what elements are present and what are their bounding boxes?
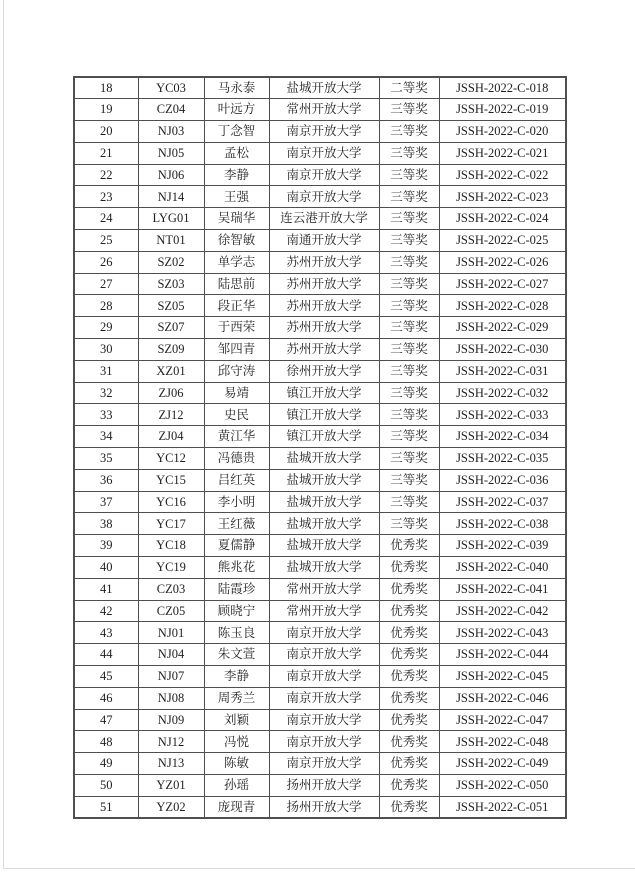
cell-school: 盐城开放大学 <box>269 535 379 557</box>
cell-award: 三等奖 <box>379 513 439 535</box>
page-left-edge <box>3 0 4 868</box>
cell-school: 苏州开放大学 <box>269 317 379 339</box>
cell-award: 优秀奖 <box>379 535 439 557</box>
cell-award: 三等奖 <box>379 99 439 121</box>
cell-code: ZJ12 <box>138 404 204 426</box>
cell-certificate: JSSH-2022-C-047 <box>439 709 566 731</box>
cell-award: 三等奖 <box>379 448 439 470</box>
table-row <box>74 230 566 252</box>
cell-school: 扬州开放大学 <box>269 796 379 818</box>
cell-index: 24 <box>74 208 138 230</box>
cell-code: YC15 <box>138 469 204 491</box>
cell-name: 朱文萱 <box>204 644 269 666</box>
cell-certificate: JSSH-2022-C-037 <box>439 491 566 513</box>
cell-index: 38 <box>74 513 138 535</box>
table-row <box>74 273 566 295</box>
cell-school: 南京开放大学 <box>269 164 379 186</box>
cell-certificate: JSSH-2022-C-049 <box>439 753 566 775</box>
cell-index: 40 <box>74 557 138 579</box>
cell-index: 22 <box>74 164 138 186</box>
cell-award: 三等奖 <box>379 295 439 317</box>
cell-index: 26 <box>74 251 138 273</box>
cell-index: 27 <box>74 273 138 295</box>
cell-school: 苏州开放大学 <box>269 339 379 361</box>
cell-code: CZ04 <box>138 99 204 121</box>
table-row <box>74 317 566 339</box>
cell-school: 南京开放大学 <box>269 622 379 644</box>
table-row <box>74 77 566 99</box>
cell-award: 优秀奖 <box>379 796 439 818</box>
cell-name: 王强 <box>204 186 269 208</box>
cell-code: NJ05 <box>138 142 204 164</box>
cell-code: YZ01 <box>138 775 204 797</box>
cell-code: NT01 <box>138 230 204 252</box>
cell-code: NJ04 <box>138 644 204 666</box>
cell-school: 盐城开放大学 <box>269 557 379 579</box>
table-row <box>74 382 566 404</box>
cell-school: 南京开放大学 <box>269 687 379 709</box>
cell-certificate: JSSH-2022-C-042 <box>439 600 566 622</box>
cell-school: 南京开放大学 <box>269 142 379 164</box>
cell-code: YC03 <box>138 77 204 99</box>
cell-school: 镇江开放大学 <box>269 404 379 426</box>
cell-certificate: JSSH-2022-C-029 <box>439 317 566 339</box>
table-row <box>74 622 566 644</box>
cell-code: SZ02 <box>138 251 204 273</box>
cell-index: 45 <box>74 666 138 688</box>
cell-name: 冯德贵 <box>204 448 269 470</box>
table-row <box>74 491 566 513</box>
cell-award: 三等奖 <box>379 317 439 339</box>
cell-index: 36 <box>74 469 138 491</box>
cell-school: 常州开放大学 <box>269 578 379 600</box>
table-row <box>74 208 566 230</box>
cell-name: 庞现青 <box>204 796 269 818</box>
cell-name: 吕红英 <box>204 469 269 491</box>
cell-code: NJ08 <box>138 687 204 709</box>
table-row <box>74 142 566 164</box>
cell-name: 刘颖 <box>204 709 269 731</box>
cell-name: 顾晓宁 <box>204 600 269 622</box>
cell-code: NJ06 <box>138 164 204 186</box>
cell-school: 盐城开放大学 <box>269 77 379 99</box>
cell-name: 李静 <box>204 164 269 186</box>
cell-code: XZ01 <box>138 360 204 382</box>
cell-index: 30 <box>74 339 138 361</box>
cell-award: 三等奖 <box>379 186 439 208</box>
cell-certificate: JSSH-2022-C-032 <box>439 382 566 404</box>
cell-index: 51 <box>74 796 138 818</box>
cell-award: 优秀奖 <box>379 687 439 709</box>
cell-code: NJ01 <box>138 622 204 644</box>
table-row <box>74 578 566 600</box>
cell-index: 32 <box>74 382 138 404</box>
cell-code: CZ03 <box>138 578 204 600</box>
cell-award: 优秀奖 <box>379 731 439 753</box>
cell-code: NJ09 <box>138 709 204 731</box>
cell-index: 49 <box>74 753 138 775</box>
cell-certificate: JSSH-2022-C-043 <box>439 622 566 644</box>
cell-name: 单学志 <box>204 251 269 273</box>
cell-code: YC16 <box>138 491 204 513</box>
cell-index: 39 <box>74 535 138 557</box>
cell-code: SZ09 <box>138 339 204 361</box>
cell-name: 孟松 <box>204 142 269 164</box>
table-row <box>74 753 566 775</box>
cell-code: SZ07 <box>138 317 204 339</box>
cell-index: 19 <box>74 99 138 121</box>
cell-award: 三等奖 <box>379 360 439 382</box>
cell-award: 三等奖 <box>379 251 439 273</box>
cell-name: 丁念智 <box>204 121 269 143</box>
cell-certificate: JSSH-2022-C-031 <box>439 360 566 382</box>
cell-award: 三等奖 <box>379 339 439 361</box>
cell-award: 优秀奖 <box>379 600 439 622</box>
cell-school: 盐城开放大学 <box>269 469 379 491</box>
cell-school: 徐州开放大学 <box>269 360 379 382</box>
cell-award: 二等奖 <box>379 77 439 99</box>
cell-certificate: JSSH-2022-C-024 <box>439 208 566 230</box>
cell-index: 23 <box>74 186 138 208</box>
cell-index: 48 <box>74 731 138 753</box>
cell-certificate: JSSH-2022-C-026 <box>439 251 566 273</box>
cell-award: 三等奖 <box>379 273 439 295</box>
cell-school: 扬州开放大学 <box>269 775 379 797</box>
cell-code: NJ14 <box>138 186 204 208</box>
cell-certificate: JSSH-2022-C-044 <box>439 644 566 666</box>
cell-award: 三等奖 <box>379 121 439 143</box>
cell-school: 盐城开放大学 <box>269 513 379 535</box>
cell-school: 南京开放大学 <box>269 121 379 143</box>
cell-school: 南京开放大学 <box>269 644 379 666</box>
cell-certificate: JSSH-2022-C-034 <box>439 426 566 448</box>
cell-name: 夏儒静 <box>204 535 269 557</box>
cell-award: 三等奖 <box>379 164 439 186</box>
cell-name: 马永泰 <box>204 77 269 99</box>
cell-code: NJ13 <box>138 753 204 775</box>
table-row <box>74 796 566 818</box>
cell-index: 31 <box>74 360 138 382</box>
cell-award: 三等奖 <box>379 491 439 513</box>
cell-name: 李小明 <box>204 491 269 513</box>
cell-award: 优秀奖 <box>379 622 439 644</box>
cell-name: 易靖 <box>204 382 269 404</box>
cell-certificate: JSSH-2022-C-023 <box>439 186 566 208</box>
cell-index: 25 <box>74 230 138 252</box>
cell-school: 南京开放大学 <box>269 753 379 775</box>
cell-name: 吴瑞华 <box>204 208 269 230</box>
cell-certificate: JSSH-2022-C-046 <box>439 687 566 709</box>
cell-code: YC17 <box>138 513 204 535</box>
cell-index: 47 <box>74 709 138 731</box>
cell-award: 优秀奖 <box>379 709 439 731</box>
cell-name: 徐智敏 <box>204 230 269 252</box>
cell-school: 镇江开放大学 <box>269 426 379 448</box>
cell-school: 南京开放大学 <box>269 731 379 753</box>
cell-certificate: JSSH-2022-C-033 <box>439 404 566 426</box>
cell-certificate: JSSH-2022-C-045 <box>439 666 566 688</box>
cell-school: 南通开放大学 <box>269 230 379 252</box>
cell-code: ZJ06 <box>138 382 204 404</box>
cell-certificate: JSSH-2022-C-028 <box>439 295 566 317</box>
cell-school: 苏州开放大学 <box>269 251 379 273</box>
cell-index: 33 <box>74 404 138 426</box>
cell-code: NJ07 <box>138 666 204 688</box>
cell-certificate: JSSH-2022-C-022 <box>439 164 566 186</box>
table-row <box>74 164 566 186</box>
cell-award: 三等奖 <box>379 230 439 252</box>
cell-index: 29 <box>74 317 138 339</box>
cell-certificate: JSSH-2022-C-041 <box>439 578 566 600</box>
cell-name: 王红薇 <box>204 513 269 535</box>
cell-name: 陈玉良 <box>204 622 269 644</box>
cell-index: 46 <box>74 687 138 709</box>
cell-certificate: JSSH-2022-C-036 <box>439 469 566 491</box>
cell-index: 28 <box>74 295 138 317</box>
cell-school: 南京开放大学 <box>269 186 379 208</box>
table-row <box>74 404 566 426</box>
page-bottom-edge <box>3 868 635 869</box>
cell-code: ZJ04 <box>138 426 204 448</box>
table-row <box>74 339 566 361</box>
table-row <box>74 600 566 622</box>
table-row <box>74 709 566 731</box>
cell-school: 常州开放大学 <box>269 600 379 622</box>
cell-certificate: JSSH-2022-C-040 <box>439 557 566 579</box>
table-row <box>74 121 566 143</box>
cell-index: 20 <box>74 121 138 143</box>
table-row <box>74 731 566 753</box>
cell-index: 41 <box>74 578 138 600</box>
cell-award: 三等奖 <box>379 382 439 404</box>
table-row <box>74 295 566 317</box>
cell-certificate: JSSH-2022-C-039 <box>439 535 566 557</box>
table-row <box>74 469 566 491</box>
cell-code: NJ12 <box>138 731 204 753</box>
table-row <box>74 666 566 688</box>
cell-certificate: JSSH-2022-C-018 <box>439 77 566 99</box>
cell-school: 镇江开放大学 <box>269 382 379 404</box>
table-row <box>74 557 566 579</box>
cell-award: 优秀奖 <box>379 753 439 775</box>
table-row <box>74 687 566 709</box>
award-table <box>73 76 567 819</box>
cell-school: 南京开放大学 <box>269 709 379 731</box>
cell-name: 叶远方 <box>204 99 269 121</box>
cell-school: 盐城开放大学 <box>269 491 379 513</box>
cell-name: 陆霞珍 <box>204 578 269 600</box>
cell-index: 18 <box>74 77 138 99</box>
cell-certificate: JSSH-2022-C-050 <box>439 775 566 797</box>
cell-name: 孙瑶 <box>204 775 269 797</box>
cell-certificate: JSSH-2022-C-019 <box>439 99 566 121</box>
cell-name: 熊兆花 <box>204 557 269 579</box>
table-row <box>74 186 566 208</box>
cell-index: 43 <box>74 622 138 644</box>
cell-award: 三等奖 <box>379 208 439 230</box>
cell-code: NJ03 <box>138 121 204 143</box>
cell-name: 邱守涛 <box>204 360 269 382</box>
cell-code: YZ02 <box>138 796 204 818</box>
cell-award: 三等奖 <box>379 142 439 164</box>
cell-school: 连云港开放大学 <box>269 208 379 230</box>
cell-name: 邹四青 <box>204 339 269 361</box>
cell-school: 南京开放大学 <box>269 666 379 688</box>
table-row <box>74 99 566 121</box>
table-row <box>74 426 566 448</box>
table-row <box>74 775 566 797</box>
cell-name: 段正华 <box>204 295 269 317</box>
cell-award: 优秀奖 <box>379 666 439 688</box>
cell-certificate: JSSH-2022-C-035 <box>439 448 566 470</box>
cell-school: 盐城开放大学 <box>269 448 379 470</box>
cell-index: 42 <box>74 600 138 622</box>
cell-certificate: JSSH-2022-C-048 <box>439 731 566 753</box>
cell-code: YC12 <box>138 448 204 470</box>
cell-code: SZ05 <box>138 295 204 317</box>
cell-code: CZ05 <box>138 600 204 622</box>
cell-certificate: JSSH-2022-C-027 <box>439 273 566 295</box>
cell-code: SZ03 <box>138 273 204 295</box>
cell-school: 苏州开放大学 <box>269 295 379 317</box>
cell-name: 陆思前 <box>204 273 269 295</box>
cell-award: 三等奖 <box>379 469 439 491</box>
cell-award: 优秀奖 <box>379 557 439 579</box>
cell-index: 21 <box>74 142 138 164</box>
cell-school: 苏州开放大学 <box>269 273 379 295</box>
table-row <box>74 513 566 535</box>
cell-name: 李静 <box>204 666 269 688</box>
cell-index: 37 <box>74 491 138 513</box>
cell-code: YC19 <box>138 557 204 579</box>
cell-certificate: JSSH-2022-C-051 <box>439 796 566 818</box>
cell-award: 优秀奖 <box>379 644 439 666</box>
cell-name: 冯悦 <box>204 731 269 753</box>
cell-name: 史民 <box>204 404 269 426</box>
cell-index: 44 <box>74 644 138 666</box>
cell-name: 陈敏 <box>204 753 269 775</box>
table-row <box>74 251 566 273</box>
cell-index: 34 <box>74 426 138 448</box>
table-row <box>74 535 566 557</box>
cell-award: 优秀奖 <box>379 578 439 600</box>
cell-name: 周秀兰 <box>204 687 269 709</box>
cell-award: 三等奖 <box>379 426 439 448</box>
cell-school: 常州开放大学 <box>269 99 379 121</box>
cell-name: 于西荣 <box>204 317 269 339</box>
cell-certificate: JSSH-2022-C-020 <box>439 121 566 143</box>
table-row <box>74 448 566 470</box>
cell-name: 黄江华 <box>204 426 269 448</box>
cell-index: 35 <box>74 448 138 470</box>
table-row <box>74 644 566 666</box>
cell-certificate: JSSH-2022-C-030 <box>439 339 566 361</box>
cell-award: 三等奖 <box>379 404 439 426</box>
cell-certificate: JSSH-2022-C-021 <box>439 142 566 164</box>
table-row <box>74 360 566 382</box>
cell-award: 优秀奖 <box>379 775 439 797</box>
cell-index: 50 <box>74 775 138 797</box>
cell-code: LYG01 <box>138 208 204 230</box>
cell-certificate: JSSH-2022-C-038 <box>439 513 566 535</box>
cell-certificate: JSSH-2022-C-025 <box>439 230 566 252</box>
cell-code: YC18 <box>138 535 204 557</box>
